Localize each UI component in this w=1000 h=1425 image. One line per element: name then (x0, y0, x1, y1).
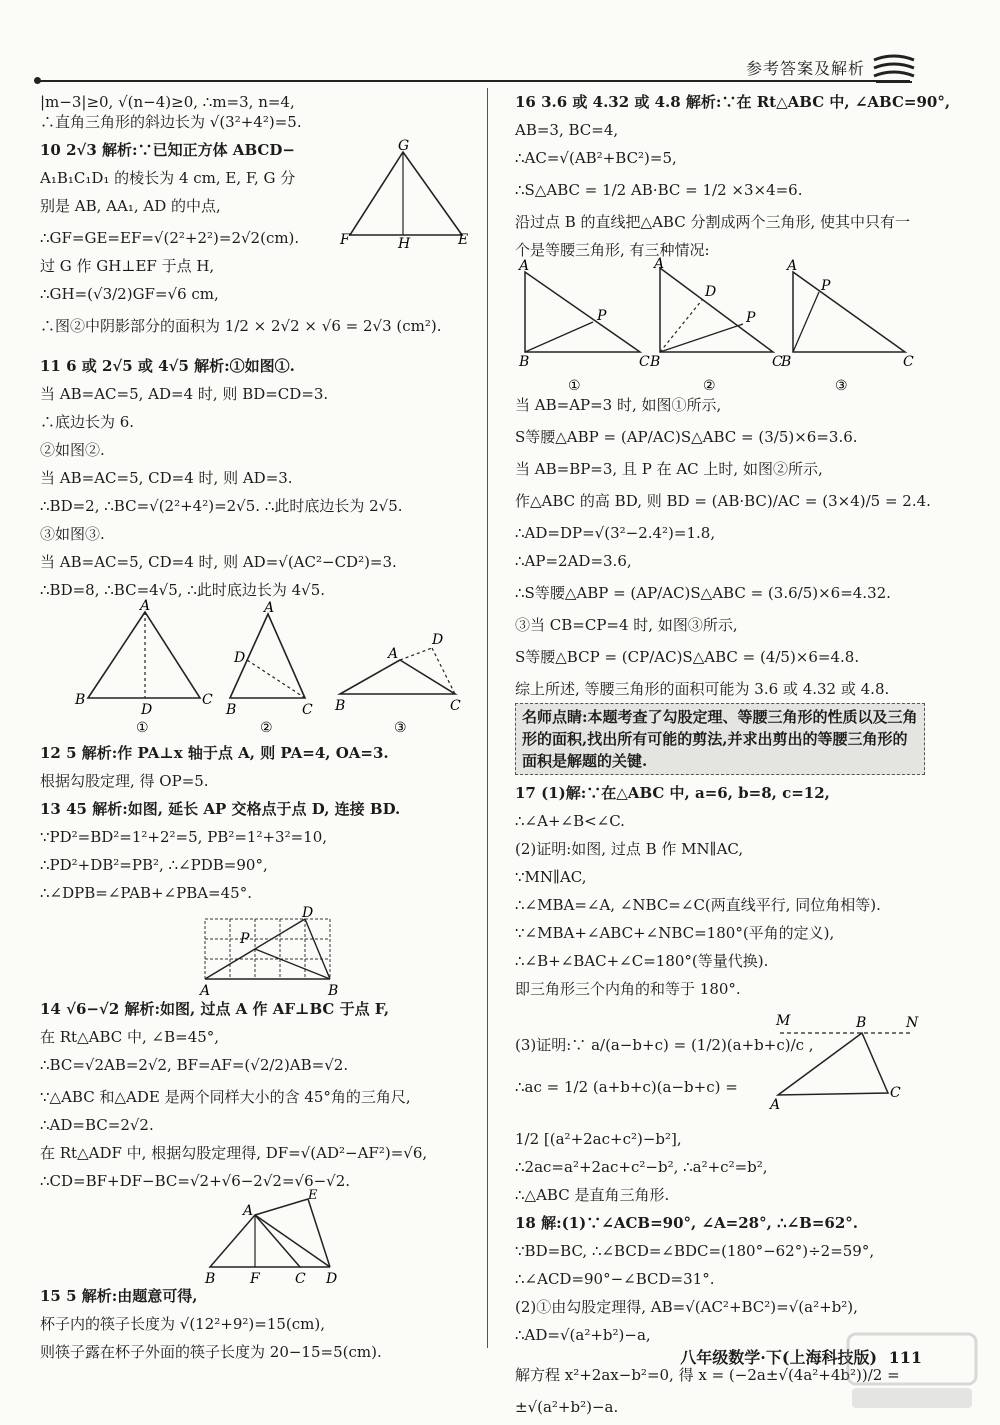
text-line: ∵△ABC 和△ADE 是两个同样大小的含 45°角的三角尺, (40, 1088, 411, 1106)
label-A: A (654, 256, 665, 272)
text-line: ∴BD=8, ∴BC=4√5, ∴此时底边长为 4√5. (40, 581, 326, 599)
text-line: ∴直角三角形的斜边长为 √(3²+4²)=5. (40, 113, 302, 131)
figure-q13-grid (40, 905, 470, 999)
label-B: B (781, 354, 792, 370)
text-line: 综上所述, 等腰三角形的面积可能为 3.6 或 4.32 或 4.8. (515, 680, 890, 698)
label-P: P (240, 931, 250, 947)
figure-q11-triangles (40, 600, 470, 735)
answer-18-head: 18 解:(1)∵∠ACB=90°, ∠A=28°, ∴∠B=62°. (515, 1214, 859, 1232)
caption-3: ③ (394, 720, 407, 736)
text-line: ∴AD=DP=√(3²−2.4²)=1.8, (515, 524, 716, 542)
left-column (40, 92, 470, 1362)
answer-12-head: 12 5 解析:作 PA⊥x 轴于点 A, 则 PA=4, OA=3. (40, 744, 389, 762)
label-B: B (519, 354, 530, 370)
label-M: M (776, 1013, 791, 1029)
label-P: P (746, 310, 756, 326)
label-P: P (597, 308, 607, 324)
text-line: 当 AB=AC=5, CD=4 时, 则 AD=3. (40, 469, 293, 487)
text-line: ∴BD=2, ∴BC=√(2²+4²)=2√5. ∴此时底边长为 2√5. (40, 497, 403, 515)
text-line: ∴GF=GE=EF=√(2²+2²)=2√2(cm). (40, 229, 300, 247)
label-D: D (302, 905, 314, 921)
text-line: ∴CD=BF+DF−BC=√2+√6−2√2=√6−√2. (40, 1172, 351, 1190)
label-E: E (458, 232, 469, 248)
text-line: ∴BC=√2AB=2√2, BF=AF=(√2/2)AB=√2. (40, 1056, 349, 1074)
tip-box: 名师点睛:本题考查了勾股定理、等腰三角形的性质以及三角形的面积,找出所有可能的剪法,并求出剪出的等腰三角形的面积是解题的关键. (515, 703, 925, 775)
text-line: ∴S△ABC = 1/2 AB·BC = 1/2 ×3×4=6. (515, 181, 803, 199)
text-line: 解方程 x²+2ax−b²=0, 得 x = (−2a±√(4a²+4b²))/2 = (515, 1366, 900, 1384)
text-line: 根据勾股定理, 得 OP=5. (40, 772, 209, 790)
answer-11-head: 11 6 或 2√5 或 4√5 解析:①如图①. (40, 357, 295, 375)
text-line: (3)证明:∵ a/(a−b+c) = (1/2)(a+b+c)/c , (515, 1036, 814, 1054)
text-line: ∵MN∥AC, (515, 868, 587, 886)
label-A: A (200, 983, 211, 999)
label-B: B (328, 983, 339, 999)
label-A: A (140, 598, 151, 614)
text-line: ∴AP=2AD=3.6, (515, 552, 632, 570)
text-line: ∵BD=BC, ∴∠BCD=∠BDC=(180°−62°)÷2=59°, (515, 1242, 875, 1260)
text-line: ③如图③. (40, 525, 105, 543)
label-N: N (906, 1015, 919, 1031)
text-line: ③当 CB=CP=4 时, 如图③所示, (515, 616, 738, 634)
text-line: |m−3|≥0, √(n−4)≥0, ∴m=3, n=4, (40, 93, 295, 111)
label-C: C (890, 1085, 901, 1101)
text-line: ∴∠ACD=90°−∠BCD=31°. (515, 1270, 715, 1288)
answer-16-head: 16 3.6 或 4.32 或 4.8 解析:∵在 Rt△ABC 中, ∠ABC=90°, (515, 93, 951, 111)
text-line: ∴S等腰△ABP = (AP/AC)S△ABC = (3.6/5)×6=4.32. (515, 584, 891, 602)
text-line: 沿过点 B 的直线把△ABC 分割成两个三角形, 使其中只有一 (515, 213, 911, 231)
label-A: A (519, 258, 530, 274)
label-A: A (787, 258, 798, 274)
label-C: C (295, 1271, 306, 1287)
text-line: ∴∠DPB=∠PAB+∠PBA=45°. (40, 884, 252, 902)
answer-14-head: 14 √6−√2 解析:如图, 过点 A 作 AF⊥BC 于点 F, (40, 1000, 390, 1018)
label-B: B (335, 698, 346, 714)
label-B: B (75, 692, 86, 708)
page-number: 111 (888, 1348, 922, 1367)
text-line: ②如图②. (40, 441, 105, 459)
label-C: C (450, 698, 461, 714)
figure-q14-triangles (40, 1188, 470, 1287)
text-line: ∵∠MBA+∠ABC+∠NBC=180°(平角的定义), (515, 924, 835, 942)
text-line: 杯子内的筷子长度为 √(12²+9²)=15(cm), (40, 1315, 326, 1333)
label-B: B (856, 1015, 867, 1031)
caption-2: ② (703, 378, 716, 394)
answer-15-head: 15 5 解析:由题意可得, (40, 1287, 198, 1305)
label-G: G (398, 138, 410, 154)
footer-book-title: 八年级数学·下(上海科技版) (680, 1348, 878, 1367)
answer-17-head: 17 (1)解:∵在△ABC 中, a=6, b=8, c=12, (515, 784, 830, 802)
text-line: (2)①由勾股定理得, AB=√(AC²+BC²)=√(a²+b²), (515, 1298, 858, 1316)
label-E: E (308, 1188, 318, 1203)
answer-10-head: 10 2√3 解析:∵已知正方体 ABCD− (40, 141, 295, 159)
text-line: S等腰△BCP = (CP/AC)S△ABC = (4/5)×6=4.8. (515, 648, 860, 666)
label-D: D (234, 650, 246, 666)
header-rule (40, 80, 910, 82)
text-line: ∴GH=(√3/2)GF=√6 cm, (40, 285, 219, 303)
label-A: A (264, 600, 275, 616)
label-C: B (650, 354, 661, 370)
label-C: C (639, 354, 650, 370)
text-line: 当 AB=AC=5, CD=4 时, 则 AD=√(AC²−CD²)=3. (40, 553, 397, 571)
label-A: A (243, 1203, 254, 1219)
text-line: 在 Rt△ABC 中, ∠B=45°, (40, 1028, 220, 1046)
text-line: ∴AC=√(AB²+BC²)=5, (515, 149, 677, 167)
column-divider (487, 88, 488, 1348)
text-line: S等腰△ABP = (AP/AC)S△ABC = (3/5)×6=3.6. (515, 428, 858, 446)
figure-q16-triangles (515, 256, 925, 395)
label-F: F (250, 1271, 260, 1287)
label-P: P (821, 278, 831, 294)
label-D: D (432, 632, 444, 648)
text-line: 当 AB=AP=3 时, 如图①所示, (515, 396, 722, 414)
text-line: 作△ABC 的高 BD, 则 BD = (AB·BC)/AC = (3×4)/5 = 2.4. (515, 492, 931, 510)
text-line: 在 Rt△ADF 中, 根据勾股定理得, DF=√(AD²−AF²)=√6, (40, 1144, 428, 1162)
label-D: D (326, 1271, 338, 1287)
right-column (515, 92, 951, 1417)
text-line: A₁B₁C₁D₁ 的棱长为 4 cm, E, F, G 分 (40, 169, 296, 187)
text-line: ±√(a²+b²)−a. (515, 1398, 619, 1416)
caption-3: ③ (835, 378, 848, 394)
text-line: ∴PD²+DB²=PB², ∴∠PDB=90°, (40, 856, 268, 874)
label-B: B (205, 1271, 216, 1287)
label-C: C (202, 692, 213, 708)
text-line: 个是等腰三角形, 有三种情况: (515, 241, 710, 259)
label-F: F (340, 232, 350, 248)
text-line: ∴△ABC 是直角三角形. (515, 1186, 670, 1204)
text-line: AB=3, BC=4, (515, 121, 619, 139)
label-D: D (705, 284, 717, 300)
watermark-logo-icon (842, 1328, 982, 1413)
text-line: 1/2 [(a²+2ac+c²)−b²], (515, 1130, 682, 1148)
text-line: 当 AB=BP=3, 且 P 在 AC 上时, 如图②所示, (515, 460, 823, 478)
caption-1: ① (568, 378, 581, 394)
label-A: A (388, 646, 399, 662)
text-line: 别是 AB, AA₁, AD 的中点, (40, 197, 221, 215)
text-line: ∴2ac=a²+2ac+c²−b², ∴a²+c²=b², (515, 1158, 768, 1176)
text-line: ∴底边长为 6. (40, 413, 135, 431)
caption-1: ① (136, 720, 149, 736)
label-H: H (398, 236, 411, 252)
text-line: ∴∠A+∠B<∠C. (515, 812, 625, 830)
text-line: (2)证明:如图, 过点 B 作 MN∥AC, (515, 840, 744, 858)
text-line: ∴∠B+∠BAC+∠C=180°(等量代换). (515, 952, 769, 970)
caption-2: ② (260, 720, 273, 736)
label-C: C (302, 702, 313, 718)
label-B: B (226, 702, 237, 718)
text-line: 当 AB=AC=5, AD=4 时, 则 BD=CD=3. (40, 385, 329, 403)
label-A: A (770, 1097, 781, 1113)
text-line: 即三角形三个内角的和等于 180°. (515, 980, 741, 998)
label-C: C (903, 354, 914, 370)
answer-13-head: 13 45 解析:如图, 延长 AP 交格点于点 D, 连接 BD. (40, 800, 401, 818)
header-title: 参考答案及解析 (745, 59, 865, 78)
label-D: D (141, 702, 153, 718)
text-line: 则筷子露在杯子外面的筷子长度为 20−15=5(cm). (40, 1343, 382, 1361)
text-line: ∴ac = 1/2 (a+b+c)(a−b+c) = (515, 1078, 738, 1096)
text-line: ∵PD²=BD²=1²+2²=5, PB²=1²+3²=10, (40, 828, 328, 846)
figure-q10-triangle (340, 140, 470, 250)
text-line: 过 G 作 GH⊥EF 于点 H, (40, 257, 215, 275)
text-line: ∴AD=√(a²+b²)−a, (515, 1326, 651, 1344)
label-C: C (772, 354, 783, 370)
figure-q17-triangle (770, 1011, 920, 1121)
text-line: ∴∠MBA=∠A, ∠NBC=∠C(两直线平行, 同位角相等). (515, 896, 881, 914)
text-line: ∴图②中阴影部分的面积为 1/2 × 2√2 × √6 = 2√3 (cm²). (40, 317, 442, 335)
text-line: ∴AD=BC=2√2. (40, 1116, 154, 1134)
